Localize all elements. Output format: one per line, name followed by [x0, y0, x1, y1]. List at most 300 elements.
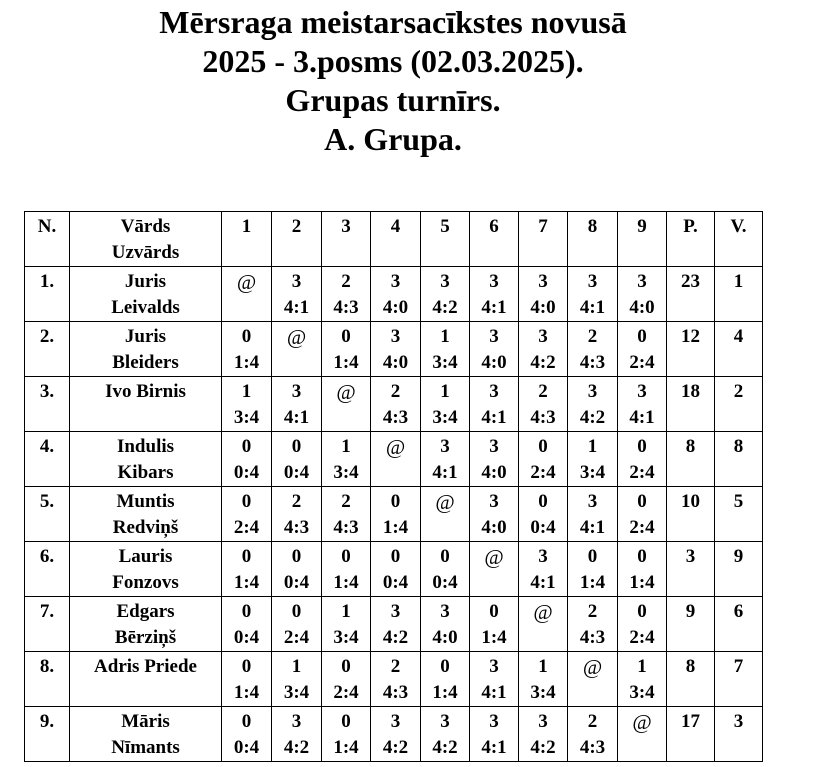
match-result-cell: [371, 652, 421, 707]
results-table: [24, 211, 763, 762]
table-row: [25, 542, 763, 597]
match-points: 0: [341, 656, 351, 677]
match-score: 4:3: [530, 407, 556, 428]
match-result-cell: [272, 487, 322, 542]
match-points: 3: [291, 711, 302, 732]
match-result-cell: [618, 432, 667, 487]
match-points: 0: [390, 491, 401, 512]
match-points: 0: [637, 491, 647, 512]
match-points: 3: [587, 271, 598, 292]
match-score: 4:2: [432, 297, 458, 318]
match-points: 0: [637, 546, 647, 567]
match-result-cell: [568, 707, 618, 762]
match-result-cell: [272, 377, 322, 432]
match-score: 4:3: [382, 682, 409, 703]
match-points: 0: [341, 711, 351, 732]
player-first-name: Māris: [121, 711, 170, 732]
document-title: [0, 3, 786, 159]
match-score: 4:2: [382, 627, 409, 648]
title-line-2: 2025 - 3.posms (02.03.2025).: [202, 43, 584, 79]
row-number: 1.: [39, 271, 55, 292]
match-score: 4:3: [382, 407, 409, 428]
match-result-cell: [222, 707, 272, 762]
match-points: 0: [241, 326, 252, 347]
match-result-cell: [618, 377, 667, 432]
self-match-marker: @: [336, 380, 356, 404]
match-points: 3: [390, 711, 401, 732]
header-col-1: 1: [222, 212, 272, 267]
match-score: 4:2: [579, 407, 606, 428]
match-score: 1:4: [382, 517, 409, 538]
row-number-cell: [25, 542, 70, 597]
total-points: 8: [685, 436, 696, 457]
match-result-cell: [568, 652, 618, 707]
match-result-cell: [272, 597, 322, 652]
match-score: 3:4: [333, 627, 359, 648]
player-first-name: Lauris: [118, 546, 173, 567]
match-score: 4:2: [283, 737, 310, 758]
match-result-cell: [421, 487, 470, 542]
final-place: 6: [733, 601, 744, 622]
player-first-name: Adris Priede: [94, 656, 197, 677]
total-points: 17: [681, 711, 700, 732]
match-score: 3:4: [432, 352, 458, 373]
match-points: 2: [341, 271, 351, 292]
match-points: 3: [291, 381, 302, 402]
row-number-cell: [25, 432, 70, 487]
match-score: 3:4: [233, 407, 260, 428]
player-first-name: Muntis: [116, 491, 175, 512]
match-result-cell: [519, 652, 568, 707]
match-score: 0:4: [233, 462, 260, 483]
match-score: 0:4: [432, 572, 458, 593]
match-result-cell: [568, 487, 618, 542]
match-score: 2:4: [233, 517, 260, 538]
match-result-cell: [568, 377, 618, 432]
match-points: 0: [341, 326, 351, 347]
match-score: 4:3: [579, 737, 606, 758]
row-number-cell: [25, 487, 70, 542]
match-result-cell: [470, 487, 519, 542]
match-points: 0: [637, 436, 647, 457]
match-result-cell: [222, 487, 272, 542]
total-points-cell: [667, 652, 715, 707]
match-result-cell: [371, 542, 421, 597]
match-points: 3: [291, 271, 302, 292]
self-match-marker: @: [435, 490, 455, 514]
row-number: 7.: [39, 601, 55, 622]
final-place-cell: [715, 267, 763, 322]
match-points: 0: [390, 546, 401, 567]
match-result-cell: [322, 267, 371, 322]
match-result-cell: [322, 377, 371, 432]
match-result-cell: [222, 652, 272, 707]
match-result-cell: [272, 542, 322, 597]
match-score: 1:4: [233, 682, 260, 703]
match-result-cell: [322, 322, 371, 377]
match-points: 3: [390, 326, 401, 347]
match-result-cell: [519, 597, 568, 652]
match-points: 2: [587, 601, 598, 622]
match-points: 0: [341, 546, 351, 567]
match-points: 0: [637, 326, 647, 347]
match-score: 4:3: [579, 627, 606, 648]
match-points: 3: [538, 546, 548, 567]
match-result-cell: [618, 707, 667, 762]
final-place: 2: [733, 381, 744, 402]
match-score: 1:4: [481, 627, 507, 648]
match-points: 0: [291, 436, 302, 457]
match-score: 3:4: [579, 462, 606, 483]
match-points: 3: [440, 711, 450, 732]
match-result-cell: [421, 377, 470, 432]
match-result-cell: [421, 542, 470, 597]
match-score: 4:2: [530, 352, 556, 373]
player-name-cell: [70, 652, 222, 707]
match-result-cell: [322, 542, 371, 597]
header-col-4: 4: [371, 212, 421, 267]
match-points: 0: [241, 711, 252, 732]
header-col-9: 9: [618, 212, 667, 267]
table-row: [25, 597, 763, 652]
total-points: 3: [685, 546, 696, 567]
self-match-marker: @: [533, 600, 553, 624]
total-points-cell: [667, 432, 715, 487]
match-points: 0: [241, 656, 252, 677]
match-result-cell: [371, 707, 421, 762]
header-col-3: 3: [322, 212, 371, 267]
match-score: 2:4: [283, 627, 310, 648]
match-points: 0: [291, 546, 302, 567]
total-points: 10: [681, 491, 700, 512]
match-score: 4:2: [530, 737, 556, 758]
match-score: 1:4: [333, 352, 359, 373]
match-result-cell: [322, 432, 371, 487]
match-points: 3: [489, 436, 499, 457]
row-number-cell: [25, 652, 70, 707]
match-points: 3: [390, 601, 401, 622]
final-place-cell: [715, 652, 763, 707]
match-result-cell: [568, 322, 618, 377]
match-result-cell: [470, 597, 519, 652]
match-result-cell: [470, 652, 519, 707]
total-points: 23: [681, 271, 700, 292]
match-score: 4:2: [382, 737, 409, 758]
match-points: 3: [587, 491, 598, 512]
match-score: 4:1: [283, 297, 310, 318]
match-score: 3:4: [283, 682, 310, 703]
match-points: 1: [341, 436, 351, 457]
match-points: 1: [587, 436, 598, 457]
final-place: 8: [733, 436, 744, 457]
player-last-name: Bērziņš: [114, 627, 177, 648]
match-score: 4:1: [283, 407, 310, 428]
table-row: [25, 267, 763, 322]
row-number-cell: [25, 707, 70, 762]
header-col-2: 2: [272, 212, 322, 267]
match-result-cell: [371, 597, 421, 652]
match-score: 1:4: [629, 572, 655, 593]
match-points: 0: [241, 491, 252, 512]
total-points-cell: [667, 597, 715, 652]
player-name-cell: [70, 432, 222, 487]
match-score: 1:4: [333, 737, 359, 758]
table-row: [25, 377, 763, 432]
row-number: 4.: [39, 436, 55, 457]
player-name-cell: [70, 597, 222, 652]
player-first-name: Edgars: [116, 601, 175, 622]
match-points: 3: [440, 601, 450, 622]
total-points-cell: [667, 322, 715, 377]
header-place: V.: [715, 212, 763, 267]
match-result-cell: [322, 487, 371, 542]
match-points: 2: [390, 656, 401, 677]
match-result-cell: [272, 652, 322, 707]
header-col-5: 5: [421, 212, 470, 267]
player-name-cell: [70, 267, 222, 322]
match-points: 2: [587, 711, 598, 732]
total-points: 18: [681, 381, 700, 402]
title-line-3: Grupas turnīrs.: [285, 82, 501, 118]
match-result-cell: [421, 707, 470, 762]
match-points: 2: [291, 491, 302, 512]
match-score: 4:1: [579, 517, 606, 538]
match-score: 3:4: [432, 407, 458, 428]
match-points: 1: [241, 381, 252, 402]
table-row: [25, 432, 763, 487]
title-line-1: Mērsraga meistarsacīkstes novusā: [159, 4, 627, 40]
player-last-name: Bleiders: [112, 352, 179, 373]
match-result-cell: [568, 267, 618, 322]
match-result-cell: [371, 267, 421, 322]
match-points: 3: [489, 491, 499, 512]
match-result-cell: [322, 652, 371, 707]
match-result-cell: [371, 432, 421, 487]
match-score: 4:0: [629, 297, 655, 318]
row-number-cell: [25, 377, 70, 432]
match-result-cell: [322, 707, 371, 762]
match-points: 3: [637, 271, 647, 292]
match-result-cell: [519, 267, 568, 322]
final-place-cell: [715, 377, 763, 432]
total-points-cell: [667, 542, 715, 597]
match-score: 4:1: [481, 737, 507, 758]
match-result-cell: [222, 267, 272, 322]
player-first-name: Ivo Birnis: [105, 381, 186, 402]
match-result-cell: [421, 652, 470, 707]
match-score: 2:4: [629, 462, 655, 483]
final-place-cell: [715, 542, 763, 597]
match-points: 1: [538, 656, 548, 677]
match-result-cell: [222, 597, 272, 652]
header-col-8: 8: [568, 212, 618, 267]
match-score: 0:4: [530, 517, 556, 538]
self-match-marker: @: [582, 655, 603, 679]
match-score: 0:4: [233, 737, 260, 758]
match-score: 2:4: [629, 627, 655, 648]
match-score: 1:4: [432, 682, 458, 703]
match-result-cell: [371, 377, 421, 432]
total-points-cell: [667, 377, 715, 432]
header-points: P.: [667, 212, 715, 267]
player-first-name: Juris: [124, 326, 167, 347]
match-points: 3: [440, 271, 450, 292]
match-points: 1: [637, 656, 647, 677]
final-place: 1: [733, 271, 744, 292]
title-line-4: A. Grupa.: [324, 121, 462, 157]
total-points-cell: [667, 487, 715, 542]
row-number: 5.: [39, 491, 55, 512]
match-points: 2: [390, 381, 401, 402]
match-result-cell: [222, 542, 272, 597]
match-score: 2:4: [333, 682, 359, 703]
match-score: 4:3: [333, 517, 359, 538]
match-result-cell: [519, 487, 568, 542]
match-points: 1: [440, 381, 450, 402]
match-points: 0: [241, 601, 252, 622]
match-result-cell: [272, 267, 322, 322]
match-score: 4:1: [481, 297, 507, 318]
match-score: 4:1: [481, 682, 507, 703]
row-number: 8.: [39, 656, 55, 677]
match-points: 3: [489, 271, 499, 292]
match-points: 0: [440, 546, 450, 567]
final-place-cell: [715, 597, 763, 652]
match-points: 3: [489, 711, 499, 732]
match-result-cell: [618, 652, 667, 707]
match-points: 3: [538, 326, 548, 347]
match-points: 0: [637, 601, 647, 622]
match-result-cell: [421, 322, 470, 377]
row-number: 3.: [39, 381, 55, 402]
match-result-cell: [470, 322, 519, 377]
match-points: 3: [489, 381, 499, 402]
match-result-cell: [371, 487, 421, 542]
match-score: 0:4: [283, 462, 310, 483]
self-match-marker: @: [236, 270, 257, 294]
final-place: 5: [733, 491, 744, 512]
match-score: 4:3: [283, 517, 310, 538]
match-points: 3: [538, 271, 548, 292]
match-points: 1: [291, 656, 302, 677]
total-points-cell: [667, 707, 715, 762]
match-score: 4:0: [382, 297, 409, 318]
match-result-cell: [371, 322, 421, 377]
match-result-cell: [222, 322, 272, 377]
match-points: 3: [489, 656, 499, 677]
match-score: 4:0: [481, 352, 507, 373]
match-result-cell: [568, 432, 618, 487]
match-result-cell: [618, 322, 667, 377]
match-points: 0: [538, 491, 548, 512]
final-place-cell: [715, 322, 763, 377]
match-result-cell: [519, 322, 568, 377]
row-number-cell: [25, 322, 70, 377]
match-score: 4:3: [333, 297, 359, 318]
match-points: 3: [489, 326, 499, 347]
final-place-cell: [715, 707, 763, 762]
table-row: [25, 652, 763, 707]
match-score: 2:4: [629, 517, 655, 538]
match-score: 4:0: [382, 352, 409, 373]
final-place-cell: [715, 432, 763, 487]
match-points: 0: [291, 601, 302, 622]
match-result-cell: [618, 487, 667, 542]
match-points: 3: [587, 381, 598, 402]
match-score: 0:4: [233, 627, 260, 648]
match-score: 4:1: [530, 572, 556, 593]
match-result-cell: [519, 432, 568, 487]
match-points: 0: [440, 656, 450, 677]
match-points: 0: [587, 546, 598, 567]
row-number-cell: [25, 597, 70, 652]
match-score: 3:4: [629, 682, 655, 703]
match-result-cell: [470, 267, 519, 322]
match-score: 1:4: [233, 352, 260, 373]
table-row: [25, 322, 763, 377]
match-points: 1: [341, 601, 351, 622]
player-name-cell: [70, 542, 222, 597]
match-result-cell: [421, 267, 470, 322]
player-name-cell: [70, 322, 222, 377]
match-points: 2: [538, 381, 548, 402]
match-score: 0:4: [283, 572, 310, 593]
total-points-cell: [667, 267, 715, 322]
match-result-cell: [470, 542, 519, 597]
table-row: [25, 487, 763, 542]
match-points: 1: [440, 326, 450, 347]
match-score: 2:4: [530, 462, 556, 483]
self-match-marker: @: [484, 545, 504, 569]
final-place: 4: [733, 326, 744, 347]
match-points: 2: [587, 326, 598, 347]
header-col-6: 6: [470, 212, 519, 267]
match-result-cell: [618, 267, 667, 322]
match-result-cell: [519, 377, 568, 432]
match-points: 3: [440, 436, 450, 457]
header-name: Vārds Uzvārds: [70, 212, 222, 267]
row-number: 2.: [39, 326, 55, 347]
row-number-cell: [25, 267, 70, 322]
match-score: 4:0: [481, 517, 507, 538]
match-result-cell: [421, 597, 470, 652]
row-number: 9.: [39, 711, 55, 732]
match-result-cell: [519, 707, 568, 762]
player-last-name: Kibars: [117, 462, 174, 483]
player-last-name: Leivalds: [111, 297, 180, 318]
player-first-name: Juris: [124, 271, 167, 292]
match-score: 3:4: [530, 682, 556, 703]
match-result-cell: [470, 432, 519, 487]
total-points: 12: [681, 326, 700, 347]
match-points: 2: [341, 491, 351, 512]
match-points: 3: [637, 381, 647, 402]
player-name-cell: [70, 707, 222, 762]
match-result-cell: [470, 377, 519, 432]
player-name-cell: [70, 377, 222, 432]
match-score: 2:4: [629, 352, 655, 373]
player-first-name: Indulis: [116, 436, 175, 457]
match-result-cell: [618, 542, 667, 597]
player-last-name: Fonzovs: [112, 572, 179, 593]
row-number: 6.: [39, 546, 55, 567]
header-col-7: 7: [519, 212, 568, 267]
match-points: 0: [489, 601, 499, 622]
final-place: 3: [733, 711, 744, 732]
match-result-cell: [322, 597, 371, 652]
match-score: 3:4: [333, 462, 359, 483]
match-result-cell: [618, 597, 667, 652]
